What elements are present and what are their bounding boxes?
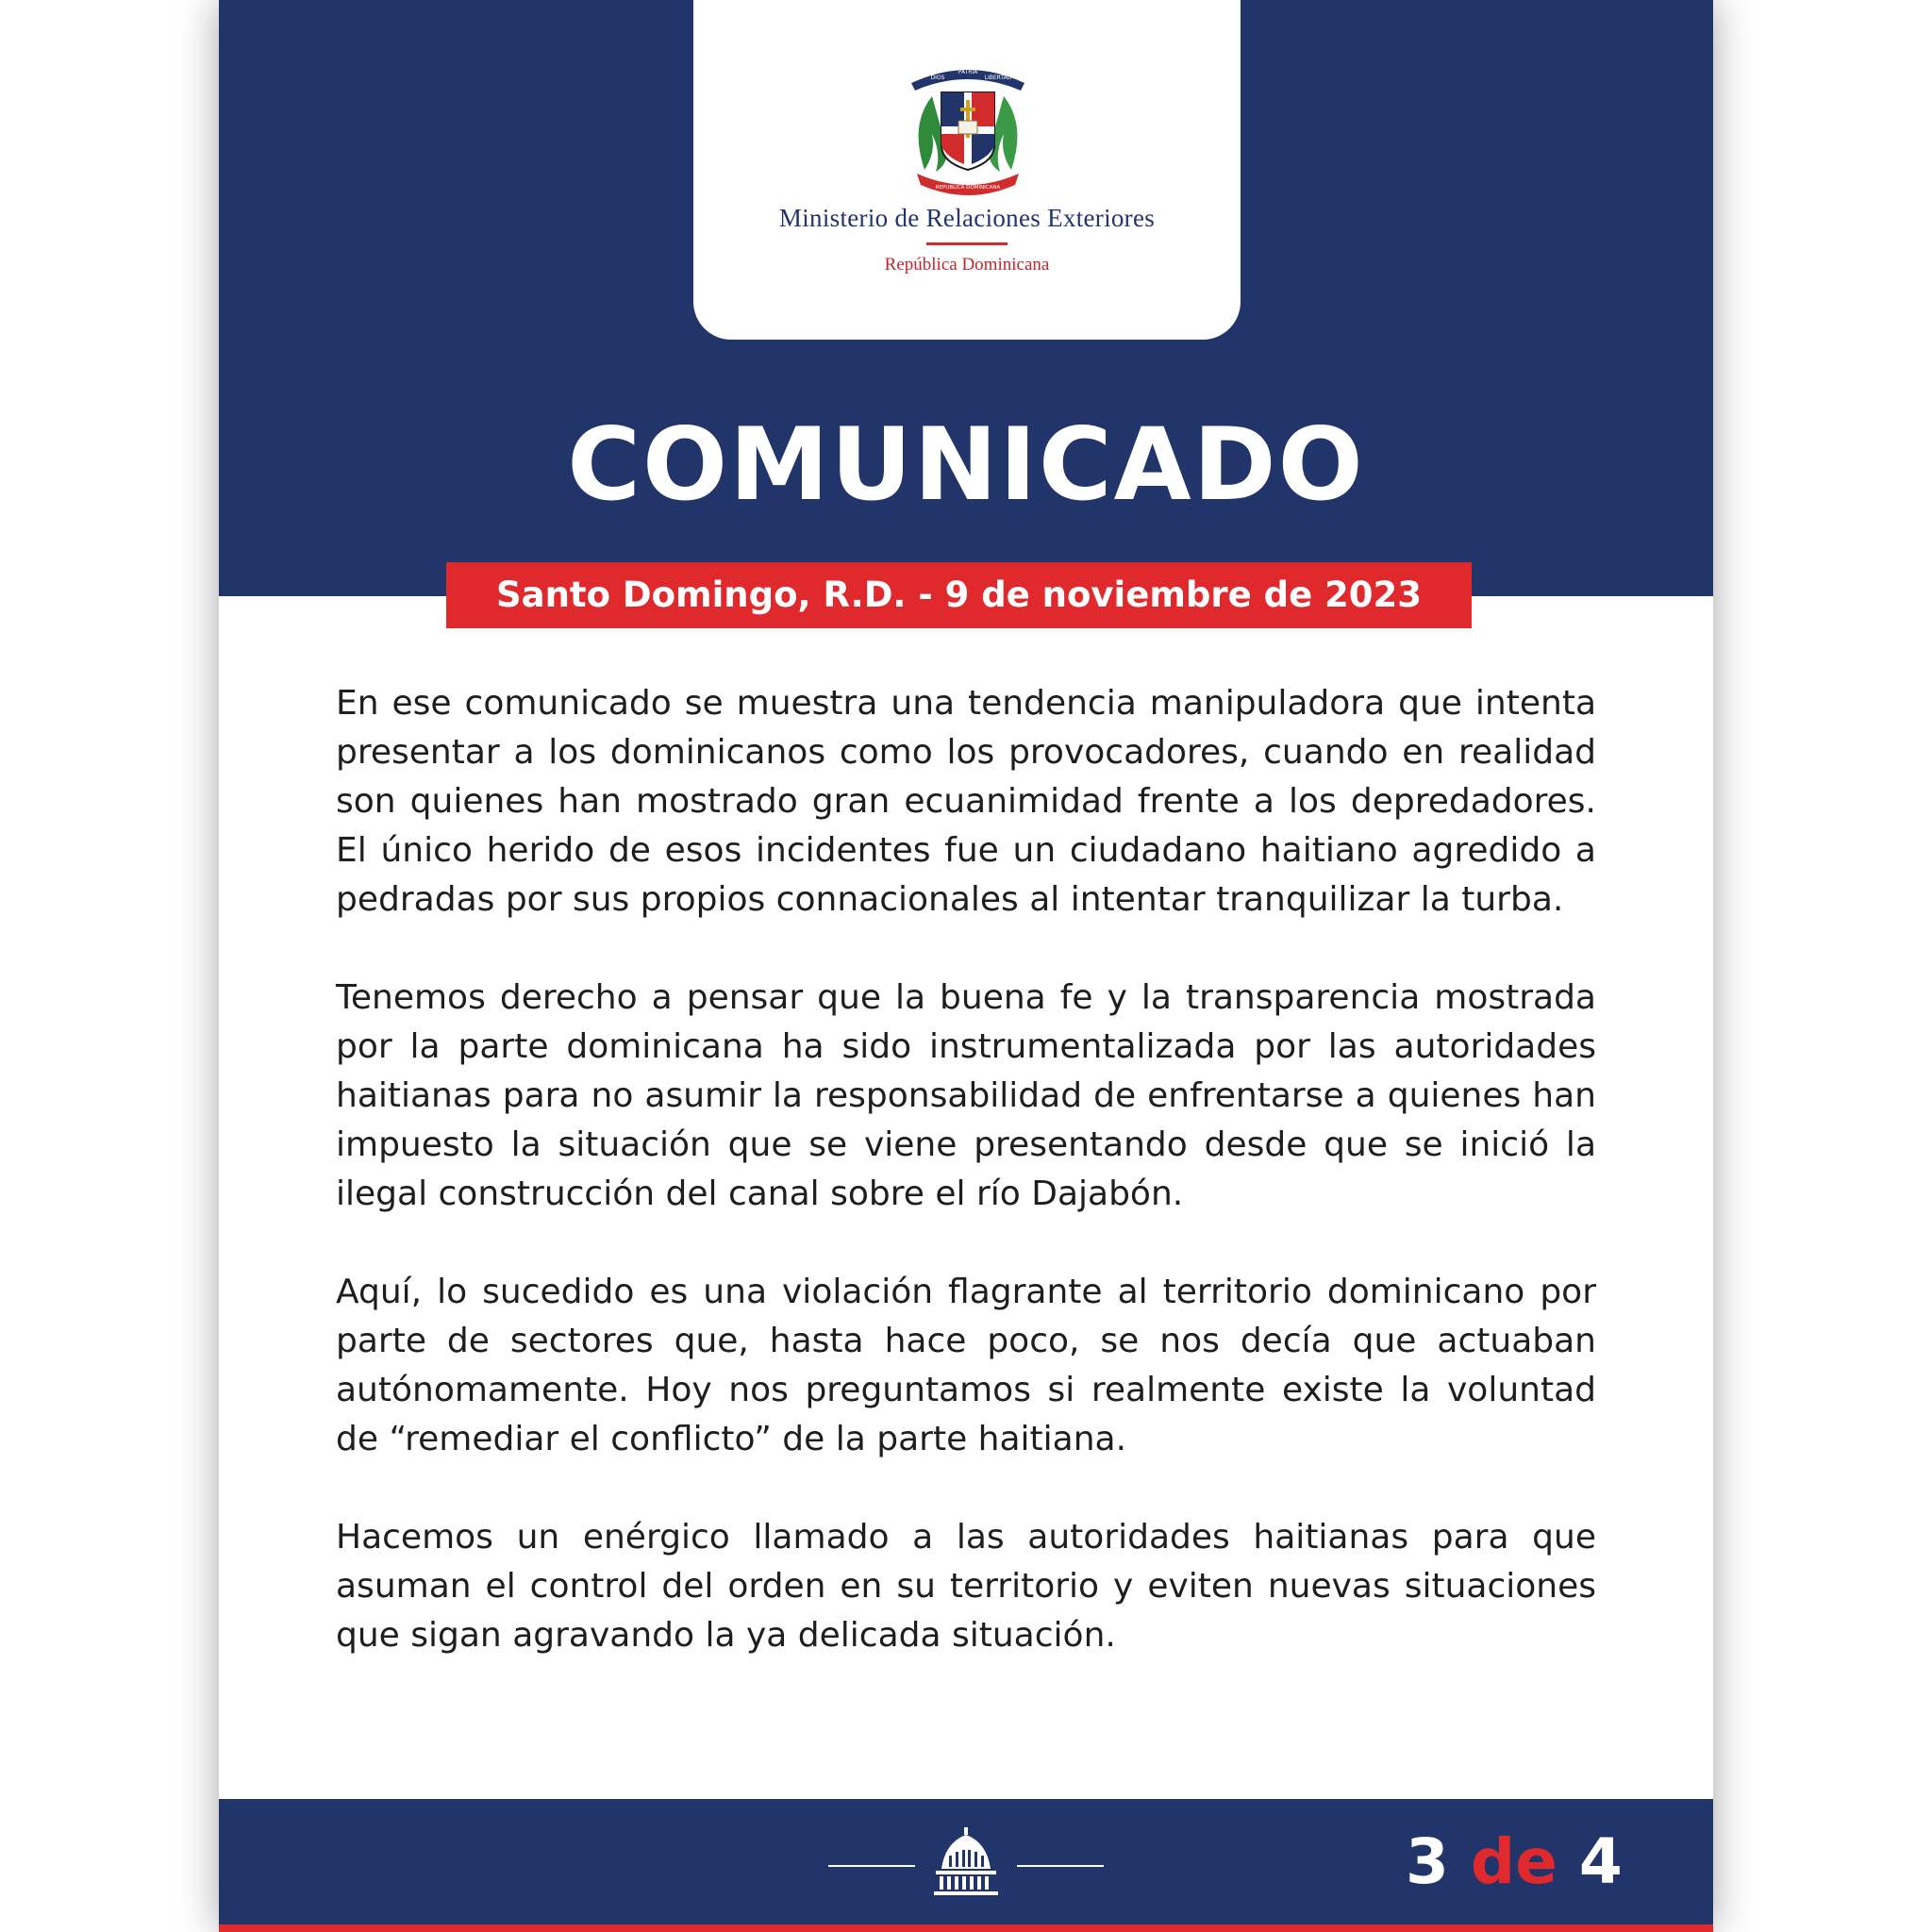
footer-divider-right	[1017, 1865, 1104, 1867]
coat-motto-left: DIOS	[930, 75, 945, 81]
ministry-name: Ministerio de Relaciones Exteriores	[778, 204, 1156, 232]
paragraph: En ese comunicado se muestra una tendencia manipuladora que intenta presentar a los dominicanos como los provocadores, cuando en realidad son quienes han mostrado gran ecuanimidad frente a los depredadores. El único herido de esos incidentes fue un ciudadano haitiano agredido a pedradas por sus propios connacionales al intentar tranquilizar la turba.	[336, 684, 1596, 919]
communique-page	[219, 0, 1713, 1932]
page-indicator	[1406, 1799, 1623, 1924]
page-title: COMUNICADO	[567, 407, 1365, 523]
paragraph: Hacemos un enérgico llamado a las autoridades haitianas para que asuman el control del orden en su territorio y eviten nuevas situaciones que sigan agravando la ya delicada situación.	[336, 1518, 1596, 1655]
page-total: 4	[1578, 1825, 1623, 1898]
footer-divider-left	[828, 1865, 915, 1867]
page-current: 3	[1406, 1825, 1449, 1898]
logo-divider	[926, 242, 1008, 245]
coat-of-arms-icon	[904, 58, 1032, 196]
dateline-banner: Santo Domingo, R.D. - 9 de noviembre de 2023	[446, 562, 1472, 628]
header-band	[219, 0, 1713, 596]
ministry-logo-card	[693, 0, 1241, 340]
communique-body	[336, 679, 1596, 1709]
coat-ribbon-text: REPUBLICA DOMINICANA	[935, 185, 1001, 191]
national-palace-icon	[932, 1825, 1000, 1897]
footer-red-stripe	[219, 1924, 1713, 1932]
coat-motto-center: PATRIA	[958, 69, 978, 75]
country-name: República Dominicana	[884, 255, 1050, 275]
paragraph: Aquí, lo sucedido es una violación flagrante al territorio dominicano por parte de sectores que, hasta hace poco, se nos decía que actuaban autónomamente. Hoy nos preguntamos si realmente existe la voluntad de “remediar el conflicto” de la parte haitiana.	[336, 1273, 1596, 1458]
page-separator: de	[1470, 1825, 1557, 1898]
footer-band	[219, 1799, 1713, 1924]
paragraph: Tenemos derecho a pensar que la buena fe y la transparencia mostrada por la parte dominicana ha sido instrumentalizada por las autoridades haitianas para no asumir la responsabilidad de enfrentarse a quienes han impuesto la situación que se viene presentando desde que se inició la ilegal construcción del canal sobre el río Dajabón.	[336, 978, 1596, 1213]
coat-motto-right: LIBERTAD	[984, 75, 1012, 81]
